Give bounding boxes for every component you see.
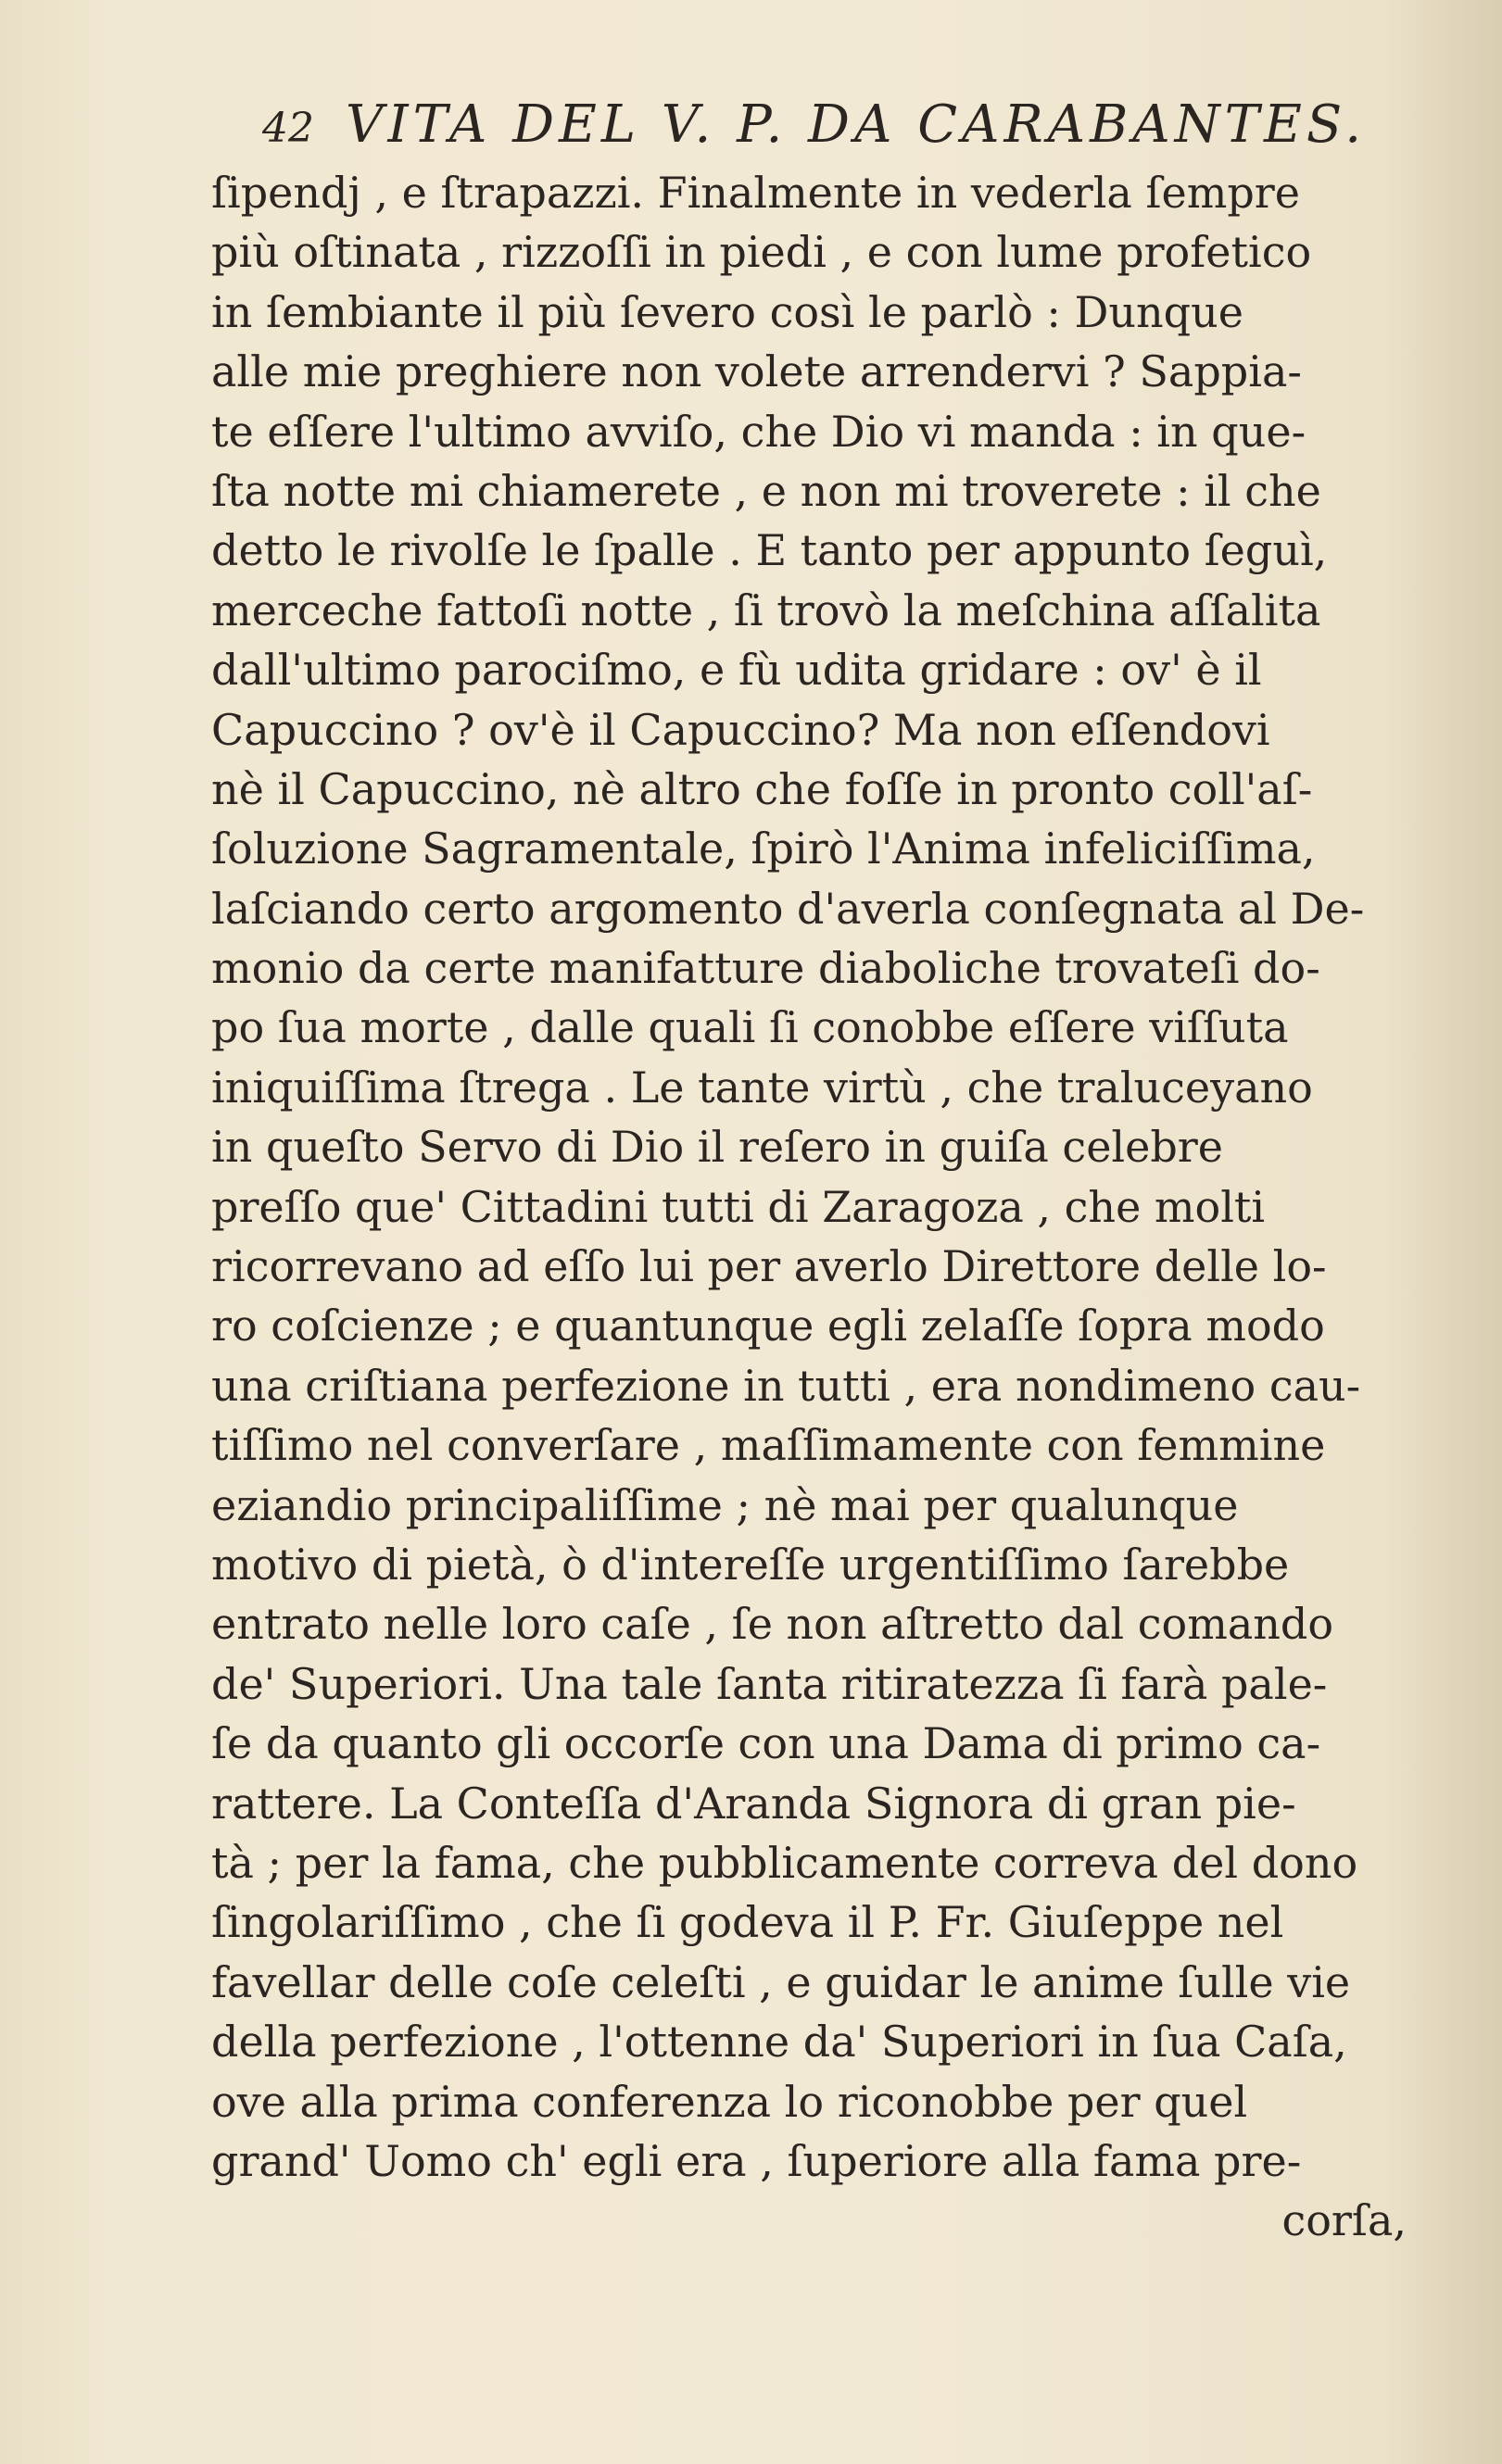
text-line — [211, 700, 1471, 760]
text-line-content: monio da certe manifatture diaboliche trovateſi do- — [211, 943, 1320, 994]
text-line — [211, 461, 1471, 521]
text-line — [211, 640, 1471, 699]
text-line-content: ricorrevano ad eſſo lui per averlo Direttore delle lo- — [211, 1241, 1327, 1292]
text-line — [211, 163, 1471, 222]
text-line-content: eziandio principaliſſime ; nè mai per qualunque — [211, 1479, 1239, 1530]
text-line-content: ro coſcienze ; e quantunque egli zelaſſe ſopra modo — [211, 1301, 1325, 1351]
text-line — [211, 342, 1471, 401]
page-header — [262, 94, 1467, 159]
text-line-content: in queſto Servo di Dio il reſero in guiſa celebre — [211, 1122, 1224, 1173]
text-line-content: motivo di pietà, ò d'intereſſe urgentiſſimo ſarebbe — [211, 1539, 1290, 1590]
text-line-content: merceche fattoſi notte , ſi trovò la meſchina aſſalita — [211, 585, 1321, 635]
text-line — [211, 1058, 1471, 1117]
text-line-content: rattere. La Conteſſa d'Aranda Signora di gran pie- — [211, 1778, 1296, 1829]
text-line-content: te eſſere l'ultimo avviſo, che Dio vi manda : in que- — [211, 406, 1306, 457]
text-line — [211, 819, 1471, 878]
text-line-content: favellar delle coſe celeſti , e guidar le anime ſulle vie — [211, 1956, 1351, 2007]
body-text — [211, 163, 1471, 2251]
text-line-content: una criſtiana perfezione in tutti , era nondimeno cau- — [211, 1360, 1361, 1411]
text-line-content: ſoluzione Sagramentale, ſpirò l'Anima infeliciſſima, — [211, 823, 1316, 874]
text-line-content: nè il Capuccino, nè altro che foſſe in pronto coll'aſ- — [211, 763, 1313, 814]
text-line-content: ſe da quanto gli occorſe con una Dama di primo ca- — [211, 1718, 1321, 1769]
text-line-content: tiſſimo nel converſare , maſſimamente con femmine — [211, 1420, 1326, 1471]
text-line — [211, 581, 1471, 640]
text-line-content: Capuccino ? ov'è il Capuccino? Ma non eſſendovi — [211, 704, 1270, 755]
catchword-line — [211, 2191, 1471, 2250]
text-line-content: iniquiſſima ſtrega . Le tante virtù , che traluceyano — [211, 1062, 1313, 1113]
text-line-content: in ſembiante il più ſevero così le parlò : Dunque — [211, 286, 1243, 337]
text-line-content: dall'ultimo parociſmo, e fù udita gridare : ov' è il — [211, 645, 1262, 696]
text-line-content: ſta notte mi chiamerete , e non mi troverete : il che — [211, 465, 1321, 516]
text-line-content: ſingolariſſimo , che ſi godeva il P. Fr. Giuſeppe nel — [211, 1897, 1284, 1948]
text-line-content: laſciando certo argomento d'averla conſegnata al De- — [211, 883, 1365, 934]
text-line — [211, 760, 1471, 819]
text-line — [211, 1953, 1471, 2012]
text-line — [211, 1237, 1471, 1296]
text-line — [211, 1117, 1471, 1176]
text-line — [211, 1833, 1471, 1892]
text-line-content: po ſua morte , dalle quali ſi conobbe eſſere viſſuta — [211, 1002, 1289, 1053]
text-line — [211, 938, 1471, 998]
running-title: VITA DEL V. P. DA CARABANTES. — [346, 94, 1367, 155]
text-line-content: entrato nelle loro caſe , ſe non aſtretto dal comando — [211, 1599, 1334, 1650]
text-line — [211, 1535, 1471, 1594]
text-line-content: preſſo que' Cittadini tutti di Zaragoza , che molti — [211, 1181, 1266, 1232]
text-line — [211, 2012, 1471, 2071]
text-line-content: più oſtinata , rizzoſſi in piedi , e con lume profetico — [211, 227, 1312, 278]
text-line — [211, 402, 1471, 461]
text-line — [211, 879, 1471, 938]
text-line — [211, 1177, 1471, 1237]
text-line-content: tà ; per la fama, che pubblicamente correva del dono — [211, 1837, 1358, 1888]
text-line — [211, 1356, 1471, 1415]
text-line-content: alle mie preghiere non volete arrendervi ? Sappia- — [211, 346, 1302, 397]
text-line — [211, 1476, 1471, 1535]
text-line — [211, 1654, 1471, 1714]
text-line — [211, 1296, 1471, 1355]
text-line — [211, 222, 1471, 282]
text-line-content: detto le rivolſe le ſpalle . E tanto per appunto ſeguì, — [211, 525, 1328, 576]
text-line — [211, 521, 1471, 580]
text-line-content: ſipendj , e ſtrapazzi. Finalmente in vederla ſempre — [211, 168, 1300, 218]
text-line-content: ove alla prima conferenza lo riconobbe per quel — [211, 2076, 1248, 2127]
text-line — [211, 1892, 1471, 1952]
text-line-content: grand' Uomo ch' egli era , ſuperiore alla fama pre- — [211, 2135, 1302, 2186]
text-line — [211, 1415, 1471, 1475]
text-line — [211, 1714, 1471, 1773]
text-line — [211, 1594, 1471, 1653]
text-line — [211, 998, 1471, 1057]
text-line — [211, 283, 1471, 342]
text-line — [211, 1774, 1471, 1833]
page-number: 42 — [262, 105, 314, 152]
text-line — [211, 2131, 1471, 2191]
catchword: corſa, — [1281, 2195, 1407, 2246]
text-line-content: della perfezione , l'ottenne da' Superiori in ſua Caſa, — [211, 2017, 1347, 2068]
text-line-content: de' Superiori. Una tale ſanta ritiratezza ſi farà pale- — [211, 1658, 1328, 1709]
text-line — [211, 2072, 1471, 2131]
